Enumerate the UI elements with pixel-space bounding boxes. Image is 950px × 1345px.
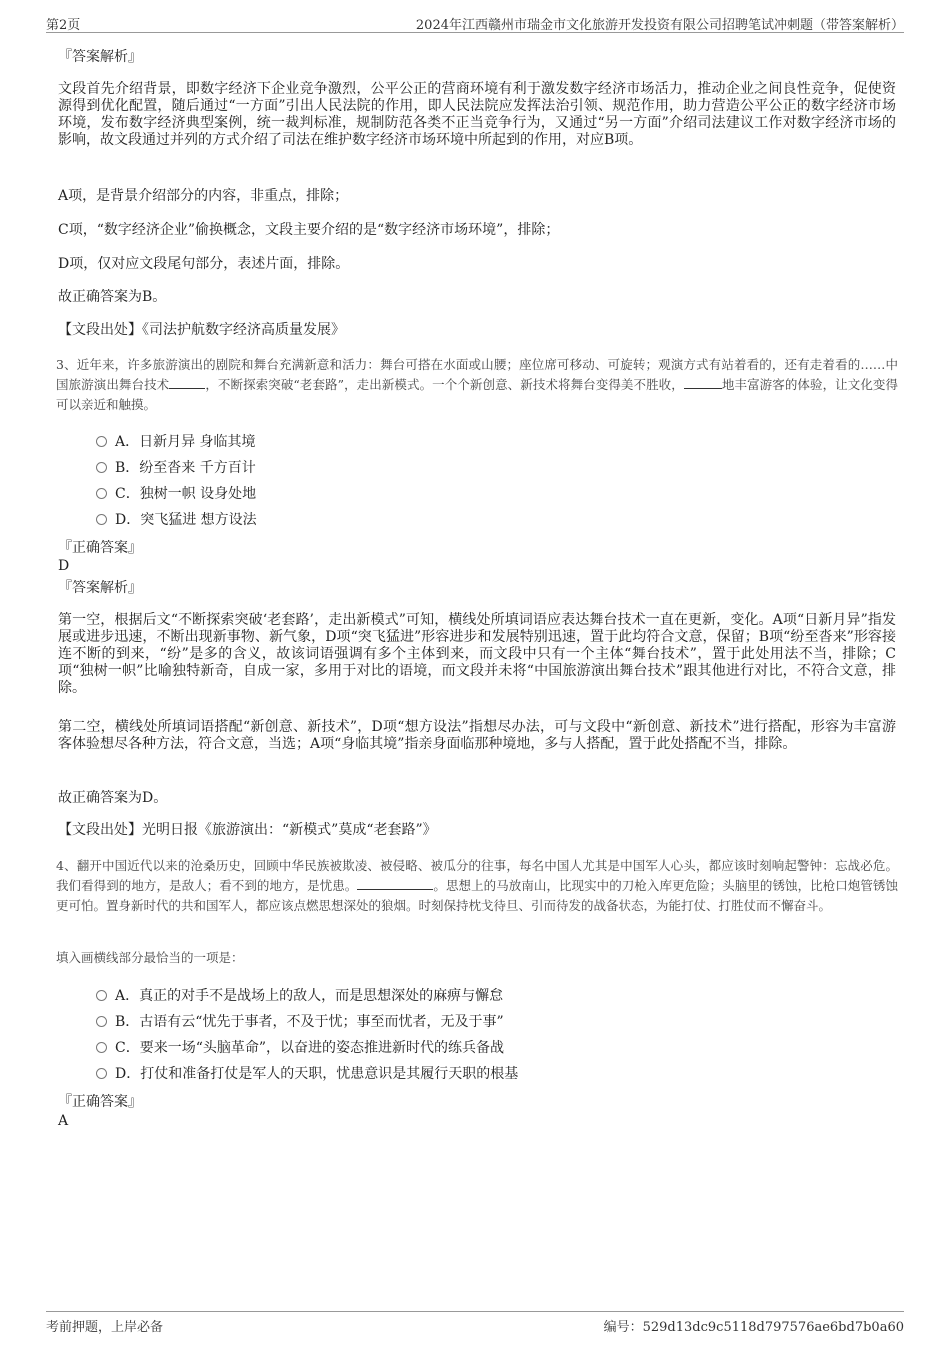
q4-option-a[interactable]: A．真正的对手不是战场上的敌人，而是思想深处的麻痹与懈怠 [96,987,503,1005]
document-id: 编号：529d13dc9c5118d797576ae6bd7b0a60 [603,1320,904,1335]
q2-analysis-label: 『答案解析』 [58,49,142,65]
q4-correct-answer: A [58,1113,69,1129]
q2-conclusion: 故正确答案为B。 [58,289,167,305]
radio-icon[interactable] [96,1016,107,1027]
page-header [46,14,904,33]
q3-stem: 3、近年来，许多旅游演出的剧院和舞台充满新意和活力：舞台可搭在水面或山腰；座位席可移动、可旋转；观演方式有站着看的，还有走着看的……中国旅游演出舞台技术 ，不断探索突破“老套路”，走出新模式。一个个新创意、新技术将舞台变得美不胜收， 地丰富游客的体验，让文化变得可以亲近和触摸。 [56,357,898,412]
radio-icon[interactable] [96,1042,107,1053]
q4-blank [357,877,433,890]
radio-icon[interactable] [96,990,107,1001]
radio-icon[interactable] [96,488,107,499]
q3-blank-2 [684,376,722,389]
radio-icon[interactable] [96,436,107,447]
radio-icon[interactable] [96,462,107,473]
page-number: 第2页 [46,18,81,33]
q3-analysis-para-2: 第二空，横线处所填词语搭配“新创意、新技术”，D项“想方设法”指想尽办法，可与文段中“新创意、新技术”进行搭配，形容为丰富游客体验想尽各种方法，符合文意，当选；A项“身临其境”指亲身面临那种境地，多与人搭配，置于此处搭配不当，排除。 [58,719,896,752]
q4-option-b[interactable]: B．古语有云“忧先于事者，不及于忧；事至而忧者，无及于事” [96,1013,504,1031]
q3-analysis-para-1: 第一空，根据后文“不断探索突破‘老套路’，走出新模式”可知，横线处所填词语应表达舞台技术一直在更新，变化。A项“日新月异”指发展或进步迅速，不断出现新事物、新气象，D项“突飞猛进”形容进步和发展特别迅速，置于此均符合文意，保留；B项“纷至沓来”形容接连不断的到来，“纷”是多的含义，故该词语强调有多个主体到来，而文段中只有一个主体“舞台技术”，置于此处用法不当，排除；C项“独树一帜”比喻独特新奇，自成一家，多用于对比的语境，而文段并未将“中国旅游演出舞台技术”跟其他进行对比，不符合文意，排除。 [58,612,896,696]
document-title: 2024年江西赣州市瑞金市文化旅游开发投资有限公司招聘笔试冲刺题（带答案解析） [415,18,904,33]
q2-analysis-para-3: C项，“数字经济企业”偷换概念，文段主要介绍的是“数字经济市场环境”，排除； [58,222,560,238]
q4-option-c[interactable]: C．要来一场“头脑革命”，以奋进的姿态推进新时代的练兵备战 [96,1039,504,1057]
radio-icon[interactable] [96,1068,107,1079]
q2-source: 【文段出处】《司法护航数字经济高质量发展》 [58,322,345,338]
q3-blank-1 [169,376,205,389]
footer-slogan: 考前押题，上岸必备 [46,1320,164,1335]
q3-source: 【文段出处】光明日报《旅游演出：“新模式”莫成“老套路”》 [58,822,437,838]
q4-correct-label: 『正确答案』 [58,1094,142,1110]
q3-analysis-label: 『答案解析』 [58,580,142,596]
q4-prompt: 填入画横线部分最恰当的一项是： [56,950,244,965]
q3-conclusion: 故正确答案为D。 [58,790,168,806]
q3-correct-label: 『正确答案』 [58,540,142,556]
q2-analysis-para-1: 文段首先介绍背景，即数字经济下企业竞争激烈，公平公正的营商环境有利于激发数字经济市场活力，推动企业之间良性竞争，促使资源得到优化配置，随后通过“一方面”引出人民法院的作用，即人民法院应发挥法治引领、规范作用，助力营造公平公正的数字经济市场环境，发布数字经济典型案例，统一裁判标准，规制防范各类不正当竞争行为，又通过“另一方面”介绍司法建议工作对数字经济市场的影响，故文段通过并列的方式介绍了司法在维护数字经济市场环境中所起到的作用，对应B项。 [58,81,896,148]
q2-analysis-para-2: A项，是背景介绍部分的内容，非重点，排除； [58,188,349,204]
q4-stem: 4、翻开中国近代以来的沧桑历史，回顾中华民族被欺凌、被侵略、被瓜分的往事，每名中国人尤其是中国军人心头，都应该时刻响起警钟：忘战必危。我们看得到的地方，是敌人；看不到的地方，是忧患。 。思想上的马放南山，比现实中的刀枪入库更危险；头脑里的锈蚀，比枪口炮管锈蚀更可怕。置身新时代的共和国军人，都应该点燃思想深处的狼烟。时刻保持枕戈待旦、引而待发的战备状态，为能打仗、打胜仗而不懈奋斗。 [56,858,898,913]
q3-correct-answer: D [58,558,70,574]
q3-option-c[interactable]: C．独树一帜 设身处地 [96,485,256,503]
q3-option-d[interactable]: D．突飞猛进 想方设法 [96,511,257,529]
q3-option-a[interactable]: A．日新月异 身临其境 [96,433,256,451]
page-footer [46,1311,904,1334]
q3-option-b[interactable]: B．纷至沓来 千方百计 [96,459,256,477]
q2-analysis-para-4: D项，仅对应文段尾句部分，表述片面，排除。 [58,256,350,272]
q4-option-d[interactable]: D．打仗和准备打仗是军人的天职，忧患意识是其履行天职的根基 [96,1065,518,1083]
radio-icon[interactable] [96,514,107,525]
